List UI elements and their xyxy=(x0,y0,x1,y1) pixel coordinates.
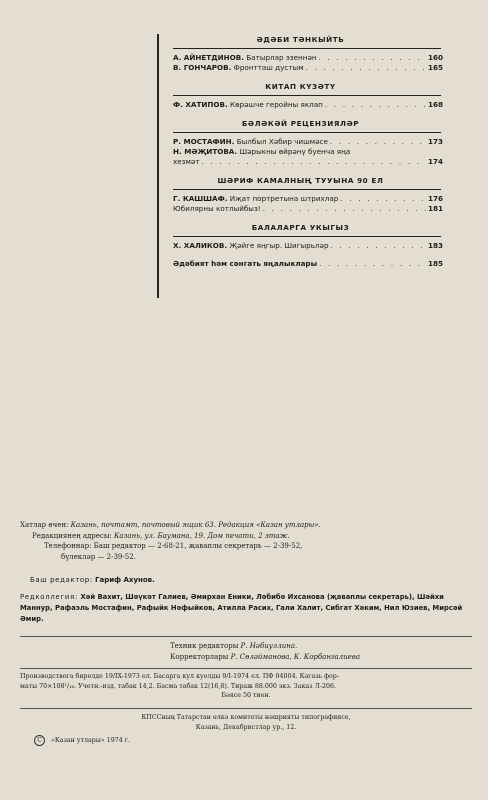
divider xyxy=(20,636,472,637)
tech-block xyxy=(20,641,488,662)
toc-entry xyxy=(159,63,442,73)
entry-title: хезмәт xyxy=(173,157,200,166)
toc-entry xyxy=(159,157,442,167)
printing-house xyxy=(20,713,472,732)
print-data xyxy=(20,672,472,701)
leader-dots xyxy=(340,194,426,204)
print-line-2: маты 70×108¹/₁₆. Учетн.-изд. табак 14,2. Басма табак 12(16,8). Тираж 88.000 экз. Заказ Л-206. xyxy=(20,682,337,690)
entry-page: 174 xyxy=(428,157,444,166)
section-heading: КИТАП КҮЗӘТҮ xyxy=(265,82,336,91)
toc-entry-news xyxy=(159,259,442,269)
phones-line-2: бүлекләр — 2-39-52. xyxy=(61,552,136,561)
entry-page: 165 xyxy=(428,63,444,72)
entry-page: 173 xyxy=(428,137,444,146)
address-label: Хатлар өчен: xyxy=(20,521,69,529)
chief-editor-line xyxy=(20,575,482,586)
phones-line-1: Телефоннар: Баш редактор — 2-68-21, җаваплы секретарь — 2-39-52, xyxy=(44,542,303,550)
leader-dots xyxy=(331,241,426,251)
office-text: Казань, ул. Баумана, 19. Дом печати, 2 этаж. xyxy=(114,531,290,540)
chief-editor-name: Гариф Ахунов. xyxy=(95,576,155,584)
toc-entry xyxy=(159,194,442,204)
leader-dots xyxy=(330,137,426,147)
leader-dots xyxy=(202,157,426,167)
section-heading: БАЛАЛАРГА УКЫГЫЗ xyxy=(251,223,350,232)
copyright-line xyxy=(20,735,486,746)
toc-entry xyxy=(159,53,442,63)
toc-entry xyxy=(159,100,442,110)
section-rule xyxy=(173,189,441,190)
section-rule xyxy=(173,132,441,133)
leader-dots xyxy=(263,204,426,214)
leader-dots xyxy=(319,259,426,269)
section-heading: БӘЛӘКӘЙ РЕЦЕНЗИЯЛӘР xyxy=(241,119,360,128)
proofreaders-label: Корректорлары xyxy=(170,652,229,661)
entry-title: Батырлар эзеннән xyxy=(246,53,317,62)
toc-entry xyxy=(159,204,442,214)
entry-author: Ф. ХАТИПОВ. xyxy=(173,100,228,109)
leader-dots xyxy=(319,53,426,63)
proofreaders-names: Р. Сөләйманова, К. Корбангалиева xyxy=(230,652,361,661)
entry-title: Җәйге яңгыр. Шигырьләр xyxy=(229,241,329,250)
section-rule xyxy=(173,236,441,237)
entry-author: Г. КАШШАФ. xyxy=(173,194,228,203)
copyright-icon: C xyxy=(34,735,45,746)
toc-entry xyxy=(159,241,442,251)
address-text: Казань, почтамт, почтовый ящик 63. Редакция «Казан утлары». xyxy=(70,521,321,529)
board-label: Редколлегия: xyxy=(20,593,79,601)
entry-title: Фронтташ дустым xyxy=(233,63,304,72)
tech-editor-label: Техник редакторы xyxy=(170,642,239,650)
address-block xyxy=(20,520,472,562)
print-line-1: Производствога бирелде 19/IX-1973 ел. Басарга кул куелды 9/I-1974 ел. ПФ 04004. Кәгазь фор- xyxy=(20,673,339,680)
entry-author: Н. МӘҖИТОВА. xyxy=(173,147,238,156)
press-line-2: Казань, Декабристлар ур., 12. xyxy=(195,723,297,731)
table-of-contents xyxy=(157,34,442,298)
toc-entry xyxy=(159,147,442,157)
section-heading: ШӘРИФ КАМАЛНЫҢ ТУУЫНА 90 ЕЛ xyxy=(217,176,384,185)
entry-author: Х. ХАЛИКОВ. xyxy=(173,241,228,250)
chief-editor-label: Баш редактор: xyxy=(30,576,93,584)
entry-author: Р. МОСТАФИН. xyxy=(173,137,235,146)
section-rule xyxy=(173,95,441,96)
entry-page: 168 xyxy=(428,100,444,109)
toc-entry xyxy=(159,137,442,147)
board-members: Хәй Вахит, Шәүкәт Галиев, Әмирхан Еники, Ләбибә Ихсанова (җаваплы секретарь), Шәйхи Маннур, Рафаэль Мостафин, Рафыйк Нәфыйков, Атилла Расих, Гали Халит, Сибгат Хәким, Нил Юзиев, Мирсәй Әмир. xyxy=(20,593,463,623)
press-line-1: КПССның Татарстан өлкә комитеты нәшрияты типографиясе, xyxy=(141,714,351,721)
entry-page: 183 xyxy=(428,241,444,250)
price-line: Бәясе 50 тиен. xyxy=(221,692,271,700)
entry-title: Әдәбият һәм сәнгать яңалыклары xyxy=(173,259,318,268)
leader-dots xyxy=(325,100,426,110)
entry-title: Шәрыкны өйрәнү буенча яңа xyxy=(239,147,351,156)
entry-title: Иҗат портретына штрихлар xyxy=(229,194,339,203)
entry-title: Былбыл Хәбир чишмәсе xyxy=(236,137,328,146)
entry-page: 185 xyxy=(428,259,444,268)
office-label: Редакциянең адресы: xyxy=(32,531,112,540)
entry-author: В. ГОНЧАРОВ. xyxy=(173,63,232,72)
divider xyxy=(20,668,472,669)
editorial-board xyxy=(20,592,472,625)
copyright-text: «Казан утлары» 1974 г. xyxy=(51,737,131,744)
entry-title: Юбилярны котлыйбыз! xyxy=(173,204,261,213)
leader-dots xyxy=(306,63,426,73)
section-rule xyxy=(173,48,441,49)
entry-page: 176 xyxy=(428,194,444,203)
entry-page: 181 xyxy=(428,204,444,213)
section-heading: ӘДӘБИ ТӘНКЫЙТЬ xyxy=(256,35,345,44)
entry-author: А. АЙНЕТДИНОВ. xyxy=(173,53,244,62)
divider xyxy=(20,708,472,709)
entry-page: 160 xyxy=(428,53,444,62)
tech-editor-name: Р. Нәбиуллина. xyxy=(240,642,298,650)
entry-title: Көрәшче геройны яклап xyxy=(230,100,323,109)
